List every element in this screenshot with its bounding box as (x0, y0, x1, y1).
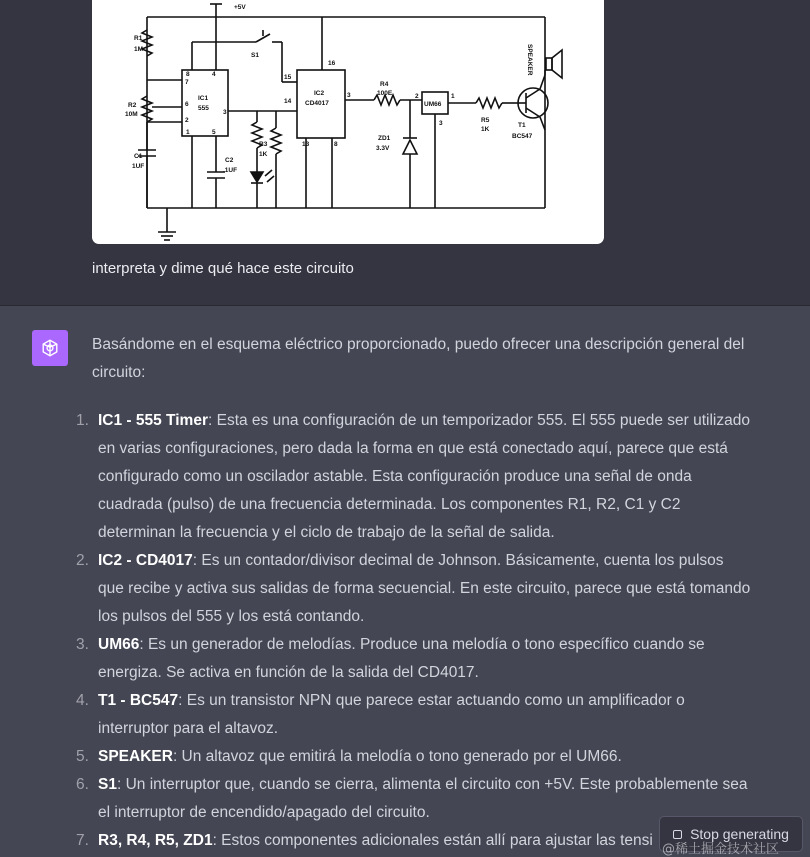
svg-text:3: 3 (347, 92, 351, 99)
svg-text:3: 3 (223, 109, 227, 116)
svg-text:1UF: 1UF (132, 163, 145, 170)
list-item-title: IC1 - 555 Timer (98, 412, 208, 429)
list-item-text: : Esta es una configuración de un temporizador 555. El 555 puede ser utilizado en varias configuraciones, pero dada la forma en que está conectado aquí, parece que está configurado como un oscilador astable. Esta configuración produce una señal de onda cuadrada (pulso) de una frecuencia determinada. Los componentes R1, R2, C1 y C2 determinan la frecuencia y el ciclo de trabajo de la señal de salida. (98, 412, 750, 541)
openai-logo-icon (39, 337, 61, 359)
svg-text:3.3V: 3.3V (376, 145, 390, 152)
list-item (76, 631, 752, 687)
svg-text:C1: C1 (134, 153, 143, 160)
svg-text:100E: 100E (377, 90, 393, 97)
list-item-title: UM66 (98, 636, 140, 653)
svg-text:13: 13 (302, 141, 310, 148)
svg-text:7: 7 (185, 79, 189, 86)
svg-text:2: 2 (415, 93, 419, 100)
svg-text:R3: R3 (259, 141, 268, 148)
svg-text:10M: 10M (125, 111, 138, 118)
list-item-text: : Un altavoz que emitirá la melodía o tono generado por el UM66. (172, 748, 622, 765)
svg-text:4: 4 (212, 71, 216, 78)
svg-text:T1: T1 (518, 122, 526, 129)
svg-text:S1: S1 (251, 52, 259, 59)
list-item-text: : Es un contador/divisor decimal de Johnson. Básicamente, cuenta los pulsos que recibe y activa sus salidas de forma secuencial. En este circuito, parece que está tomando los pulsos del 555 y los está contando. (98, 552, 751, 625)
svg-text:SPEAKER: SPEAKER (526, 44, 533, 76)
list-item-title: IC2 - CD4017 (98, 552, 193, 569)
list-item-text: : Es un generador de melodías. Produce una melodía o tono específico cuando se energiza. Se activa en función de la salida del CD4017. (98, 636, 705, 681)
user-message-text: interpreta y dime qué hace este circuito (92, 260, 354, 277)
list-item (76, 771, 752, 827)
list-item-number: 6. (76, 776, 89, 793)
assistant-message (0, 306, 810, 857)
list-item (76, 743, 752, 771)
watermark: @稀土掘金技术社区 (662, 842, 780, 857)
list-item-title: T1 - BC547 (98, 692, 179, 709)
list-item-title: SPEAKER (98, 748, 173, 765)
svg-text:1K: 1K (259, 151, 268, 158)
svg-text:555: 555 (198, 105, 209, 112)
list-item (76, 407, 752, 547)
list-item-text: : Estos componentes adicionales están allí para ajustar las tensi (212, 832, 653, 849)
list-item-text: : Un interruptor que, cuando se cierra, alimenta el circuito con +5V. Este probablemente sea el interruptor de encendido/apagado del circuito. (98, 776, 748, 821)
svg-text:6: 6 (185, 101, 189, 108)
svg-text:1: 1 (186, 129, 190, 136)
list-item-title: S1 (98, 776, 117, 793)
list-item (76, 687, 752, 743)
assistant-response (76, 331, 752, 855)
stop-generating-label: Stop generating (690, 826, 789, 842)
circuit-diagram (92, 0, 604, 244)
response-intro: Basándome en el esquema eléctrico proporcionado, puedo ofrecer una descripción general del circuito: (92, 336, 745, 381)
svg-text:+5V: +5V (234, 4, 246, 11)
svg-text:1K: 1K (481, 126, 490, 133)
svg-text:R2: R2 (128, 102, 137, 109)
list-item-number: 2. (76, 552, 89, 569)
list-item-number: 3. (76, 636, 89, 653)
svg-text:1: 1 (451, 93, 455, 100)
list-item-title: R3, R4, R5, ZD1 (98, 832, 213, 849)
list-item-number: 7. (76, 832, 89, 849)
list-item-number: 1. (76, 412, 89, 429)
svg-text:R5: R5 (481, 117, 490, 124)
svg-text:8: 8 (334, 141, 338, 148)
user-message (0, 0, 810, 306)
svg-text:IC1: IC1 (198, 95, 209, 102)
svg-text:ZD1: ZD1 (378, 135, 391, 142)
list-item (76, 827, 752, 855)
list-item-number: 4. (76, 692, 89, 709)
svg-text:3: 3 (439, 120, 443, 127)
svg-text:R1: R1 (134, 35, 143, 42)
list-item-number: 5. (76, 748, 89, 765)
svg-text:CD4017: CD4017 (305, 100, 329, 107)
svg-text:16: 16 (328, 60, 336, 67)
svg-text:14: 14 (284, 98, 292, 105)
svg-text:C2: C2 (225, 157, 234, 164)
svg-text:.1UF: .1UF (223, 167, 238, 174)
svg-text:IC2: IC2 (314, 90, 325, 97)
assistant-avatar (32, 330, 68, 366)
svg-text:UM66: UM66 (424, 101, 442, 108)
list-item-text: : Es un transistor NPN que parece estar actuando como un amplificador o interruptor para el altavoz. (98, 692, 685, 737)
svg-text:BC547: BC547 (512, 133, 533, 140)
svg-text:15: 15 (284, 74, 292, 81)
svg-text:R4: R4 (380, 81, 389, 88)
svg-text:2: 2 (185, 117, 189, 124)
response-list (76, 407, 752, 855)
svg-text:8: 8 (186, 71, 190, 78)
list-item (76, 547, 752, 631)
circuit-schematic-image[interactable] (92, 0, 604, 244)
svg-text:1M: 1M (134, 46, 144, 53)
svg-text:5: 5 (212, 129, 216, 136)
